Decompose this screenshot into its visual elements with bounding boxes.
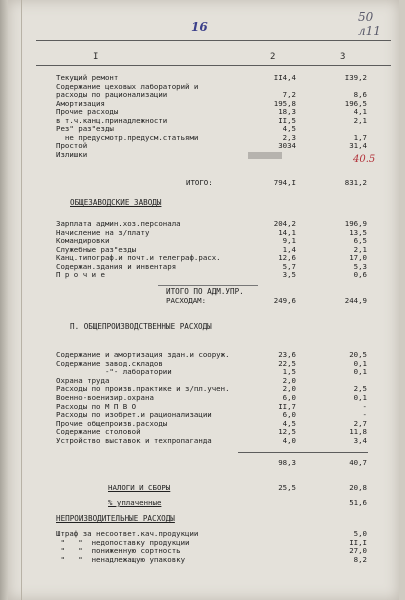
row-value-3: 3,4 [353,436,367,445]
row-label: " " недопоставку продукции [56,537,190,547]
total-row-2 [8,296,399,305]
row-label: в т.ч.канц.принадлежности [56,115,168,125]
header-bottom-rule [36,65,391,66]
row-value-2: 4,5 [282,418,296,428]
row-value-3: 1,7 [353,132,367,142]
row-value-3: 6,5 [353,236,367,245]
section-heading-factory: ОБЩЕЗАВОДСКИЕ ЗАВОДЫ [70,198,162,207]
row-value-3: 2,1 [353,244,367,254]
taxes-value-2: 25,5 [278,483,296,492]
subtotal-value-2: 98,3 [278,458,296,467]
total-row-1 [8,178,399,187]
row-value-3: 8,6 [353,90,367,99]
row-value-3: - [362,401,367,411]
row-label: Охрана труда [56,375,110,385]
row-label: Содержан.здания и инвентаря [56,261,177,271]
taxes-value-3: 20,8 [349,483,367,492]
row-label: Расходы по М П В О [56,401,137,411]
row-value-2: II,7 [278,401,296,411]
row-label: Зарплата админ.хоз.персонала [56,219,181,228]
row-label: " " пониженную сортность [56,546,181,555]
table-row [8,150,399,159]
row-label: Начисление на з/плату [56,227,150,237]
total-admin-label-2: РАСХОДАМ: [166,296,207,305]
row-label: Расходы по изобрет.и рационализации [56,410,212,420]
total-label: ИТОГО: [186,178,213,187]
column-1-header: I [93,52,99,62]
subtotal-rule [238,452,368,453]
row-value-3: 11,8 [349,427,367,437]
row-label: Командировки [56,236,110,245]
row-value-3: - [362,410,367,420]
row-value-3: 13,5 [349,227,367,237]
row-value-2: 5,7 [282,261,296,271]
subtotal-value-3: 40,7 [349,458,367,467]
row-label: " " ненадлежащую упаковку [56,554,186,564]
row-value-2: II,5 [278,115,296,125]
row-value-3: 196,5 [344,98,367,108]
row-label: Прочие расходы [56,107,119,116]
handwritten-correction: 40.5 [353,154,376,165]
row-value-3: 17,0 [349,253,367,262]
handwritten-page-number: 16 [191,20,208,34]
row-value-2: 2,0 [282,384,296,394]
table-row [8,436,399,445]
total-value-3: 831,2 [344,178,367,187]
row-value-2: 204,2 [273,219,296,228]
row-label: Канц.типограф.и почт.и телеграф.расх. [56,253,221,262]
row-value-3: II,I [349,537,367,547]
row-value-2: II4,4 [273,73,296,82]
row-value-2: 23,6 [278,350,296,359]
row-value-2: 7,2 [282,90,296,99]
row-value-2: 9,1 [282,236,296,245]
row-label: Содержание цеховых лабораторий и [56,81,199,91]
section-heading-unproductive: НЕПРОИЗВОДИТЕЛЬНЫЕ РАСХОДЫ [56,514,175,523]
row-value-2: 2,0 [282,375,296,385]
row-value-3: I39,2 [344,73,367,82]
table-top-rule [36,40,391,41]
row-value-2: 1,5 [282,367,296,377]
row-value-3: 8,2 [353,554,367,564]
total-admin-label-1: ИТОГО ПО АДМ.УПР. [166,287,244,296]
row-value-3: 2,1 [353,115,367,125]
table-row [8,270,399,279]
row-value-3: 2,7 [353,418,367,428]
handwritten-corner-number: 50 л11 [358,10,381,38]
row-value-2: 18,3 [278,107,296,116]
row-value-3: 0,1 [353,393,367,402]
row-value-2: 22,5 [278,358,296,368]
total-admin-rule [158,285,258,286]
row-value-2: 195,8 [273,98,296,108]
row-label: П р о ч и е [56,270,105,279]
row-label: Прочие общепроизв.расходы [56,418,168,428]
row-value-2: 3034 [278,141,296,150]
row-value-2: 4,5 [282,124,296,133]
row-label: Текущий ремонт [56,73,119,82]
taxes-row [8,483,399,492]
row-value-2: 1,4 [282,244,296,254]
row-label: Излишки [56,149,88,159]
row-label: Рез" раз"езды [56,124,114,133]
row-value-2: 2,3 [282,132,296,142]
row-value-2: 3,5 [282,270,296,279]
row-label: расходы по рационализации [56,90,168,99]
row-label: Служебные раз"езды [56,244,137,254]
row-label: Штраф за несоответ.кач.продукции [56,529,199,538]
row-label: Содержание завод.складов [56,358,163,368]
row-value-3: 27,0 [349,546,367,555]
row-value-3: 2,5 [353,384,367,394]
row-value-2: 12,6 [278,253,296,262]
row-label: Амортизация [56,98,105,108]
subtotal-row-3 [8,458,399,467]
row-label: Содержание столовой [56,427,141,437]
row-value-2: 6,0 [282,393,296,402]
row-value-2: 14,1 [278,227,296,237]
row-label: Устройство выставок и техпропаганда [56,436,212,445]
row-value-2: 6,0 [282,410,296,420]
row-label: Военно-военизир.охрана [56,393,154,402]
row-label: Расходы по произв.практике и з/пл.учен. [56,384,230,394]
total-value-2: 794,I [273,178,296,187]
paid-row [8,498,399,507]
row-label: Простой [56,141,88,150]
document-sheet [8,0,399,600]
row-value-3: 0,1 [353,358,367,368]
struck-value-blot [248,152,282,159]
row-value-3: 31,4 [349,141,367,150]
row-value-3: 0,6 [353,270,367,279]
total-admin-value-3: 244,9 [344,296,367,305]
row-value-3: 196,9 [344,219,367,228]
column-3-header: 3 [340,52,346,62]
row-value-2: 12,5 [278,427,296,437]
section-heading-general: П. ОБЩЕПРОИЗВОДСТВЕННЫЕ РАСХОДЫ [70,322,212,331]
column-2-header: 2 [270,52,276,62]
total-admin-value-2: 249,6 [273,296,296,305]
paid-label: % уплаченные [108,498,162,507]
row-value-3: 20,5 [349,350,367,359]
row-value-3: 0,1 [353,367,367,377]
row-value-3: 5,0 [353,529,367,538]
paid-value-3: 51,6 [349,498,367,507]
table-row [8,555,399,564]
row-value-3: 5,3 [353,261,367,271]
taxes-label: НАЛОГИ И СБОРЫ [108,483,171,492]
row-label: -"- лаборатории [56,367,172,377]
row-value-2: 4,0 [282,436,296,445]
row-value-3: 4,1 [353,107,367,116]
row-label: не предусмотр.предусм.статьями [56,132,199,142]
row-label: Содержание и амортизация здан.и сооруж. [56,350,230,359]
